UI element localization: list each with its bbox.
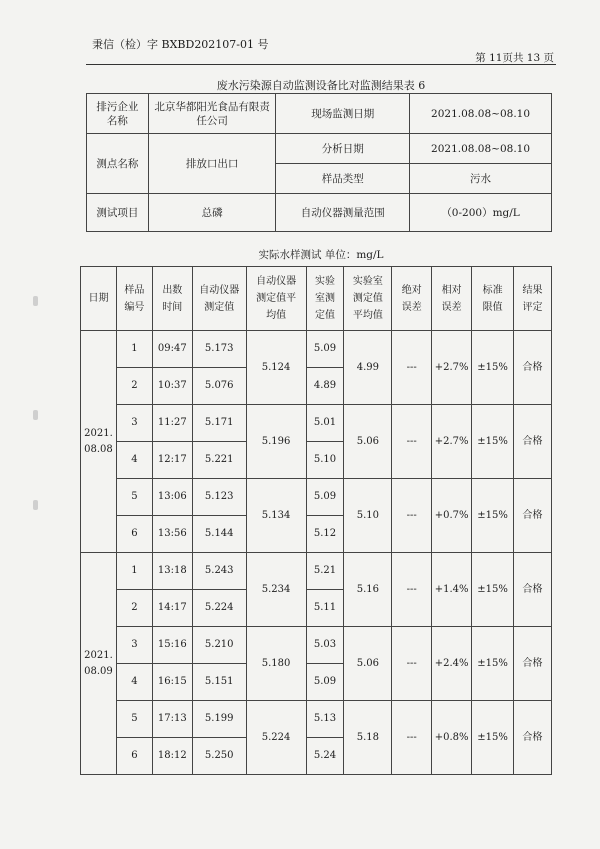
auto-value-cell: 5.250 (192, 738, 246, 775)
lab-avg-cell: 5.10 (344, 479, 392, 553)
table-row (81, 701, 552, 738)
auto-value-cell: 5.144 (192, 516, 246, 553)
punch-mark (33, 410, 38, 420)
time-cell: 10:37 (152, 368, 192, 405)
auto-value-cell: 5.171 (192, 405, 246, 442)
rel-error-cell: +0.8% (432, 701, 472, 775)
lab-value-cell: 5.09 (306, 479, 344, 516)
result-cell: 合格 (514, 331, 552, 405)
sample-no-cell: 3 (116, 405, 152, 442)
header-col-auto: 自动仪器 测定值 (192, 267, 246, 331)
item-value: 总磷 (148, 194, 276, 232)
sample-no-cell: 4 (116, 442, 152, 479)
document-number: 秉信（检）字 BXBD202107-01 号 (92, 38, 269, 51)
lab-value-cell: 5.09 (306, 331, 344, 368)
auto-avg-cell: 5.180 (246, 627, 306, 701)
sample-no-cell: 3 (116, 627, 152, 664)
header-col-result: 结果 评定 (514, 267, 552, 331)
sample-no-cell: 4 (116, 664, 152, 701)
abs-error-cell: --- (392, 479, 432, 553)
header-col-auto-avg: 自动仪器 测定值平 均值 (246, 267, 306, 331)
point-value: 排放口出口 (148, 134, 276, 194)
auto-value-cell: 5.173 (192, 331, 246, 368)
abs-error-cell: --- (392, 701, 432, 775)
auto-value-cell: 5.151 (192, 664, 246, 701)
table-row (81, 405, 552, 442)
lab-value-cell: 5.01 (306, 405, 344, 442)
measurement-subtitle: 实际水样测试 单位：mg/L (258, 249, 384, 261)
header-col-lab: 实验 室测 定值 (306, 267, 344, 331)
lab-avg-cell: 5.06 (344, 627, 392, 701)
time-cell: 13:06 (152, 479, 192, 516)
analysis-date-value: 2021.08.08~08.10 (410, 134, 552, 164)
header-col-time: 出数 时间 (152, 267, 192, 331)
table-row (81, 331, 552, 368)
rel-error-cell: +2.7% (432, 405, 472, 479)
punch-mark (33, 296, 38, 306)
company-label: 排污企业 名称 (87, 94, 149, 134)
lab-avg-cell: 5.16 (344, 553, 392, 627)
time-cell: 11:27 (152, 405, 192, 442)
rel-error-cell: +0.7% (432, 479, 472, 553)
lab-value-cell: 5.10 (306, 442, 344, 479)
item-label: 测试项目 (87, 194, 149, 232)
sample-no-cell: 1 (116, 331, 152, 368)
lab-value-cell: 5.13 (306, 701, 344, 738)
auto-value-cell: 5.076 (192, 368, 246, 405)
sample-no-cell: 2 (116, 590, 152, 627)
result-cell: 合格 (514, 627, 552, 701)
abs-error-cell: --- (392, 405, 432, 479)
header-col-date: 日期 (81, 267, 117, 331)
sample-no-cell: 6 (116, 738, 152, 775)
sample-no-cell: 1 (116, 553, 152, 590)
table-row (81, 627, 552, 664)
time-cell: 16:15 (152, 664, 192, 701)
auto-value-cell: 5.199 (192, 701, 246, 738)
sample-no-cell: 2 (116, 368, 152, 405)
result-cell: 合格 (514, 553, 552, 627)
time-cell: 15:16 (152, 627, 192, 664)
limit-cell: ±15% (472, 479, 514, 553)
company-value: 北京华都阳光食品有限责 任公司 (148, 94, 276, 134)
abs-error-cell: --- (392, 331, 432, 405)
lab-value-cell: 5.11 (306, 590, 344, 627)
auto-avg-cell: 5.224 (246, 701, 306, 775)
abs-error-cell: --- (392, 627, 432, 701)
date-cell: 2021. 08.08 (81, 331, 117, 553)
limit-cell: ±15% (472, 331, 514, 405)
time-cell: 17:13 (152, 701, 192, 738)
abs-error-cell: --- (392, 553, 432, 627)
table-row (81, 553, 552, 590)
result-cell: 合格 (514, 405, 552, 479)
time-cell: 13:18 (152, 553, 192, 590)
lab-value-cell: 5.03 (306, 627, 344, 664)
auto-value-cell: 5.221 (192, 442, 246, 479)
rel-error-cell: +2.7% (432, 331, 472, 405)
results-table (80, 266, 552, 775)
lab-value-cell: 5.09 (306, 664, 344, 701)
limit-cell: ±15% (472, 701, 514, 775)
lab-value-cell: 5.12 (306, 516, 344, 553)
rel-error-cell: +2.4% (432, 627, 472, 701)
lab-value-cell: 4.89 (306, 368, 344, 405)
punch-mark (33, 500, 38, 510)
point-label: 测点名称 (87, 134, 149, 194)
lab-avg-cell: 5.18 (344, 701, 392, 775)
auto-value-cell: 5.243 (192, 553, 246, 590)
result-cell: 合格 (514, 701, 552, 775)
time-cell: 18:12 (152, 738, 192, 775)
limit-cell: ±15% (472, 405, 514, 479)
lab-value-cell: 5.24 (306, 738, 344, 775)
page-indicator: 第 11页共 13 页 (475, 52, 554, 64)
sample-type-value: 污水 (410, 164, 552, 194)
range-label: 自动仪器测量范围 (276, 194, 410, 232)
sample-no-cell: 6 (116, 516, 152, 553)
auto-value-cell: 5.224 (192, 590, 246, 627)
header-divider (86, 64, 556, 65)
auto-avg-cell: 5.234 (246, 553, 306, 627)
lab-value-cell: 5.21 (306, 553, 344, 590)
limit-cell: ±15% (472, 553, 514, 627)
time-cell: 14:17 (152, 590, 192, 627)
table-title: 废水污染源自动监测设备比对监测结果表 6 (216, 79, 426, 92)
auto-avg-cell: 5.124 (246, 331, 306, 405)
auto-avg-cell: 5.134 (246, 479, 306, 553)
rel-error-cell: +1.4% (432, 553, 472, 627)
time-cell: 12:17 (152, 442, 192, 479)
lab-avg-cell: 4.99 (344, 331, 392, 405)
range-value: （0-200）mg/L (410, 194, 552, 232)
sample-no-cell: 5 (116, 479, 152, 516)
date-cell: 2021. 08.09 (81, 553, 117, 775)
result-cell: 合格 (514, 479, 552, 553)
header-col-abs-error: 绝对 误差 (392, 267, 432, 331)
time-cell: 13:56 (152, 516, 192, 553)
table-row (81, 479, 552, 516)
sample-no-cell: 5 (116, 701, 152, 738)
info-table (86, 93, 552, 232)
limit-cell: ±15% (472, 627, 514, 701)
monitor-date-value: 2021.08.08~08.10 (410, 94, 552, 134)
auto-avg-cell: 5.196 (246, 405, 306, 479)
sample-type-label: 样品类型 (276, 164, 410, 194)
auto-value-cell: 5.123 (192, 479, 246, 516)
monitor-date-label: 现场监测日期 (276, 94, 410, 134)
header-col-rel-error: 相对 误差 (432, 267, 472, 331)
time-cell: 09:47 (152, 331, 192, 368)
header-col-sample-no: 样品 编号 (116, 267, 152, 331)
auto-value-cell: 5.210 (192, 627, 246, 664)
analysis-date-label: 分析日期 (276, 134, 410, 164)
header-col-limit: 标准 限值 (472, 267, 514, 331)
header-col-lab-avg: 实验室 测定值 平均值 (344, 267, 392, 331)
lab-avg-cell: 5.06 (344, 405, 392, 479)
